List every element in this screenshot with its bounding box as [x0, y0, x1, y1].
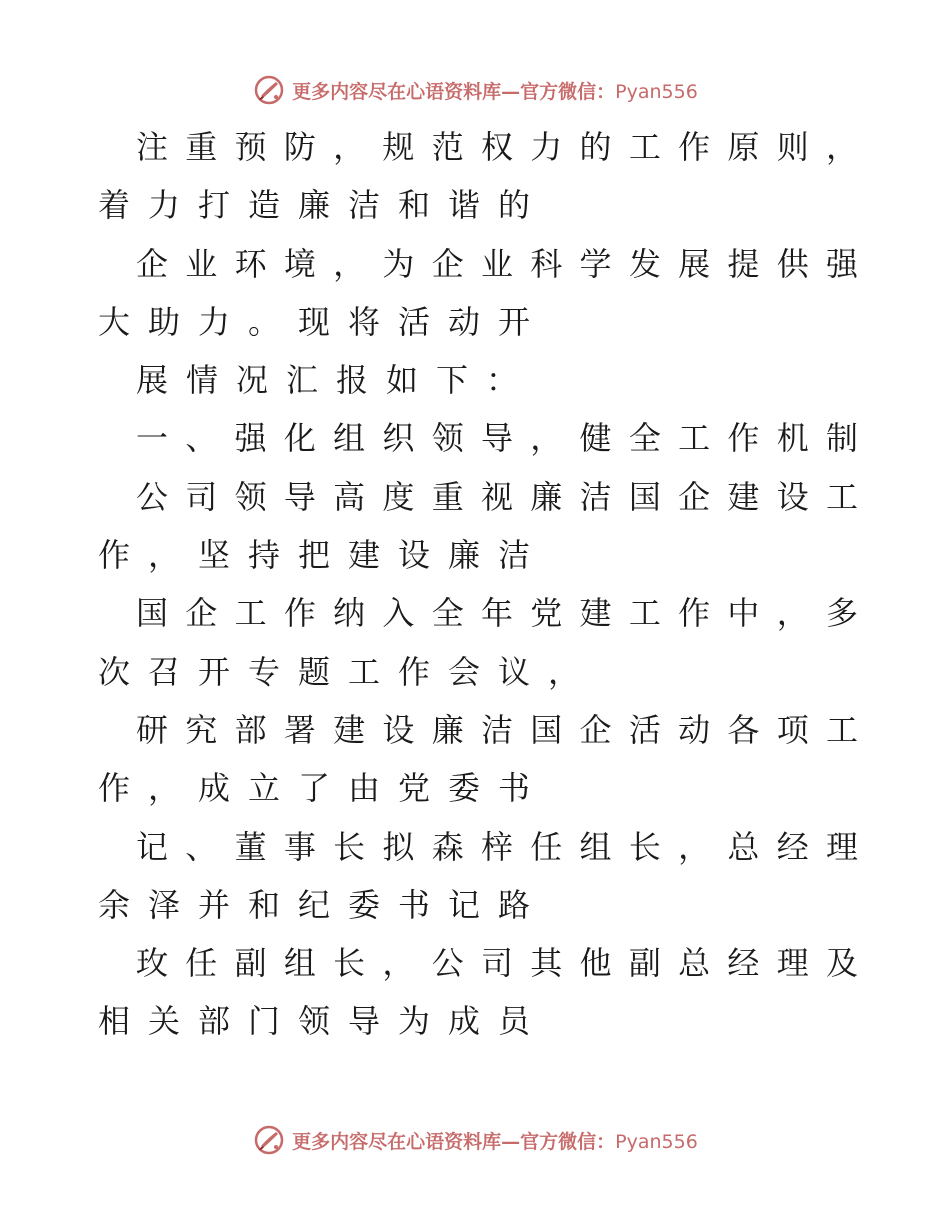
text-line — [98, 468, 858, 526]
watermark-text: 更多内容尽在心语资料库—官方微信：Pyan556 — [292, 1130, 698, 1153]
text-line — [98, 759, 858, 817]
text-line-content: 相关部门领导为成员 — [98, 1002, 549, 1041]
footer-watermark — [0, 1120, 950, 1160]
text-line — [98, 701, 858, 759]
text-line-content: 一、强化组织领导，健全工作机制 — [136, 419, 858, 458]
text-line-content: 记、董事长拟森梓任组长，总经理 — [136, 827, 858, 866]
text-line — [98, 934, 858, 992]
watermark-handle: Pyan556 — [615, 1130, 698, 1153]
header-watermark — [0, 70, 950, 110]
brush-logo-icon — [252, 73, 286, 107]
text-line — [98, 818, 858, 876]
text-line-content: 余泽并和纪委书记路 — [98, 885, 549, 924]
text-line — [98, 351, 858, 409]
text-line-content: 展情况汇报如下： — [136, 361, 537, 400]
text-line — [98, 409, 858, 467]
text-line — [98, 643, 858, 701]
text-line-content: 注重预防，规范权力的工作原则， — [136, 128, 858, 166]
text-line — [98, 118, 858, 176]
text-line-content: 次召开专题工作会议， — [98, 652, 599, 691]
text-line-content: 国企工作纳入全年党建工作中，多 — [136, 594, 858, 633]
text-line-content: 作，坚持把建设廉洁 — [98, 536, 549, 575]
text-line — [98, 235, 858, 293]
text-line-content: 玫任副组长，公司其他副总经理及 — [136, 944, 858, 983]
brush-logo-icon — [252, 1123, 286, 1157]
text-line-content: 研究部署建设廉洁国企活动各项工 — [136, 710, 858, 749]
text-line-content: 作，成立了由党委书 — [98, 769, 549, 808]
document-body — [98, 118, 858, 1051]
watermark-text: 更多内容尽在心语资料库—官方微信：Pyan556 — [292, 80, 698, 103]
text-line-content: 大助力。现将活动开 — [98, 302, 549, 341]
text-line-content: 着力打造廉洁和谐的 — [98, 186, 549, 225]
watermark-handle: Pyan556 — [615, 80, 698, 103]
text-line — [98, 293, 858, 351]
text-line — [98, 584, 858, 642]
text-line — [98, 176, 858, 234]
text-line-content: 公司领导高度重视廉洁国企建设工 — [136, 477, 858, 516]
text-line — [98, 876, 858, 934]
text-line — [98, 992, 858, 1050]
text-line-content: 企业环境，为企业科学发展提供强 — [136, 244, 858, 283]
text-line — [98, 526, 858, 584]
